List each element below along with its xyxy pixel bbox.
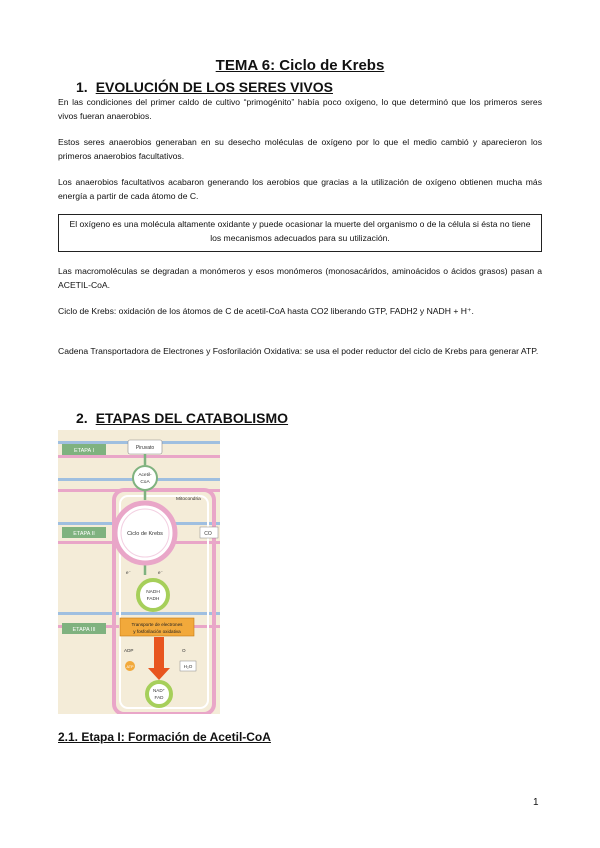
subsection-heading: 2.1. Etapa I: Formación de Acetil-CoA <box>58 730 271 744</box>
nadh-fadh-node <box>138 580 168 610</box>
electron-label-1: e⁻ <box>126 570 131 575</box>
co2-label: CO <box>204 531 212 537</box>
acetil-label-1: Acetil- <box>138 473 152 478</box>
page-number: 1 <box>533 797 539 808</box>
paragraph-3: Los anaerobios facultativos acabaron generando los aerobios que gracias a la utilización de oxígeno obtienen mucha más energía a partir de cada átomo de C. <box>58 177 542 201</box>
band <box>58 455 220 458</box>
o2-label: O <box>182 648 186 653</box>
paragraph-5: Ciclo de Krebs: oxidación de los átomos de C de acetil-CoA hasta CO2 liberando GTP, FADH2 y NADH + H⁺. <box>58 306 474 316</box>
acetil-label-2: CoA <box>140 480 150 485</box>
h2o-label: H₂O <box>183 664 193 669</box>
section-1-number: 1. <box>76 79 88 95</box>
transport-label-2: y fosforilación oxidativa <box>133 629 181 634</box>
piruvato-label: Piruvato <box>135 445 155 451</box>
fadh-label: FADH <box>146 597 160 602</box>
section-2-number: 2. <box>76 410 88 426</box>
section-2-heading <box>76 410 288 426</box>
fad-label: FAD <box>154 695 164 700</box>
mitocondria-label: Mitocondria <box>176 497 201 502</box>
nadh-label: NADH <box>146 590 160 595</box>
oxygen-note-box: El oxígeno es una molécula altamente oxidante y puede ocasionar la muerte del organismo o de la célula si ésta no tiene los mecanismos adecuados para su utilización. <box>58 214 542 252</box>
etapa-3-label: ETAPA III <box>72 627 96 633</box>
band <box>58 612 220 615</box>
etapa-1-label: ETAPA I <box>74 448 94 454</box>
acetil-coa-node <box>133 466 157 490</box>
electron-label-2: e⁻ <box>158 570 163 575</box>
section-2-title: ETAPAS DEL CATABOLISMO <box>95 410 289 426</box>
catabolism-diagram <box>58 430 220 714</box>
paragraph-4: Las macromoléculas se degradan a monómeros y esos monómeros (monosacáridos, aminoácidos o ácidos grasos) pasan a ACETIL-CoA. <box>58 266 542 290</box>
nad-fad-node <box>147 682 171 706</box>
section-1-heading <box>76 79 333 95</box>
adp-label: ADP <box>124 648 134 653</box>
paragraph-1: En las condiciones del primer caldo de cultivo “primogénito” había poco oxígeno, lo que determinó que los primeros seres vivos fueran anaerobios. <box>58 97 542 121</box>
nad-label: NAD⁺ <box>152 688 166 693</box>
paragraph-2: Estos seres anaerobios generaban en su desecho moléculas de oxígeno por lo que el medio cambió y aparecieron los primeros anaerobios facultativos. <box>58 137 542 161</box>
krebs-label: Ciclo de Krebs <box>127 531 163 537</box>
etapa-2-label: ETAPA II <box>73 531 95 537</box>
atp-label: ATP <box>126 665 134 669</box>
section-1-title: EVOLUCIÓN DE LOS SERES VIVOS <box>95 79 333 95</box>
transport-label-1: Transporte de electrones <box>131 622 183 627</box>
paragraph-6: Cadena Transportadora de Electrones y Fosforilación Oxidativa: se usa el poder reductor del ciclo de Krebs para generar ATP. <box>58 346 539 356</box>
orange-arrow-shaft <box>154 637 164 671</box>
page-title: TEMA 6: Ciclo de Krebs <box>215 57 385 74</box>
